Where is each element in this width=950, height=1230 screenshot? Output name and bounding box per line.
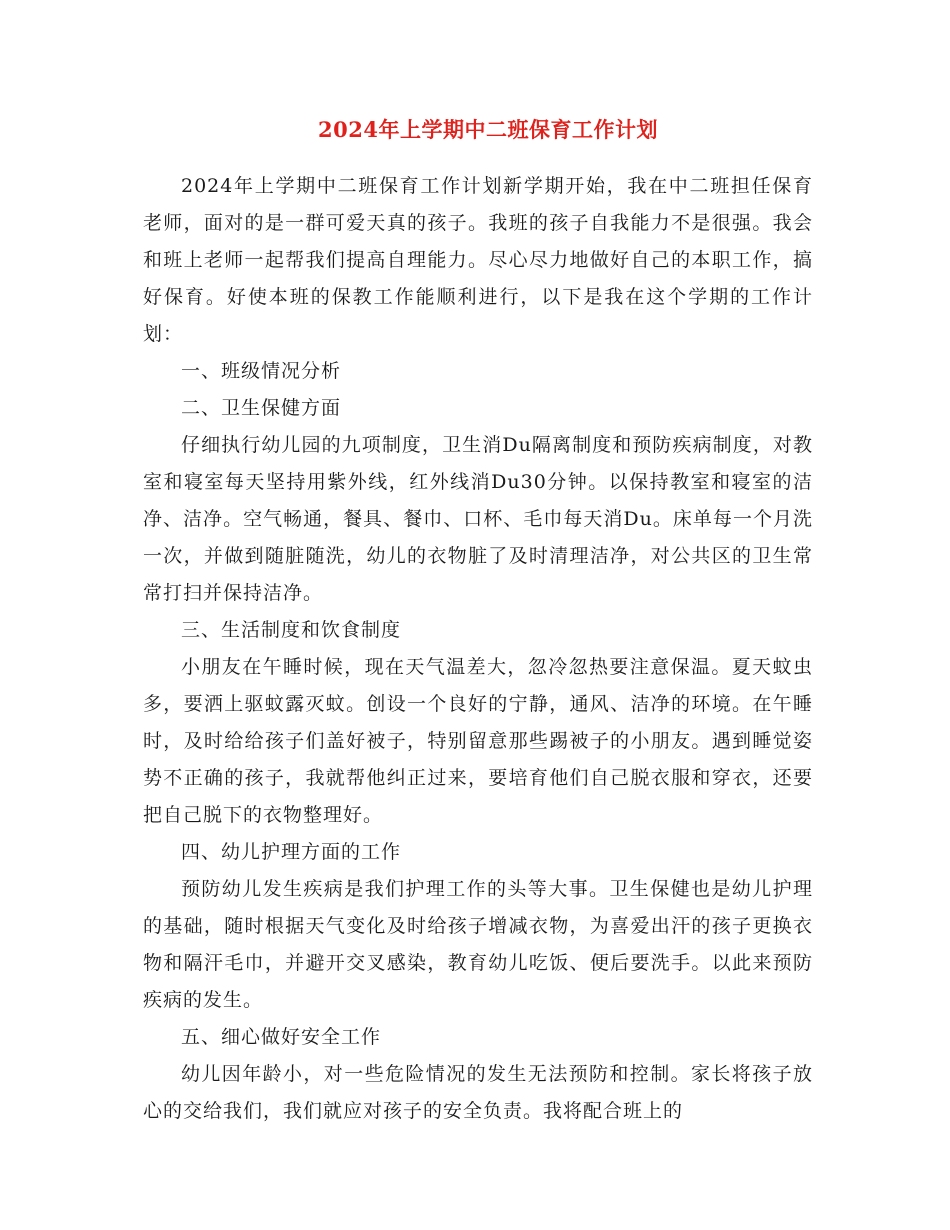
section-heading-safety: 五、细心做好安全工作 <box>181 1026 382 1048</box>
hygiene-paragraph: 仔细执行幼儿园的九项制度，卫生消Du隔离制度和预防疾病制度，对教室和寝室每天坚持用紫外线，红外线消Du30分钟。以保持教室和寝室的洁净、洁净。空气畅通，餐具、餐巾、口杯、毛巾每天消Du。床单每一个月洗一次，并做到随脏随洗，幼儿的衣物脏了及时清理洁净，对公共区的卫生常常打扫并保持洁净。 <box>143 434 813 604</box>
child-care-paragraph: 预防幼儿发生疾病是我们护理工作的头等大事。卫生保健也是幼儿护理的基础，随时根据天气变化及时给孩子增减衣物，为喜爱出汗的孩子更换衣物和隔汗毛巾，并避开交叉感染，教育幼儿吃饭、便后要洗手。以此来预防疾病的发生。 <box>143 878 813 1011</box>
section-heading-daily-routine: 三、生活制度和饮食制度 <box>181 619 402 641</box>
section-heading-hygiene: 二、卫生保健方面 <box>181 397 342 419</box>
document-body <box>143 168 813 1130</box>
daily-routine-paragraph: 小朋友在午睡时候，现在天气温差大，忽冷忽热要注意保温。夏天蚊虫多，要洒上驱蚊露灭蚊。创设一个良好的宁静，通风、洁净的环境。在午睡时，及时给给孩子们盖好被子，特别留意那些踢被子的小朋友。遇到睡觉姿势不正确的孩子，我就帮他纠正过来，要培育他们自己脱衣服和穿衣，还要把自己脱下的衣物整理好。 <box>143 656 813 826</box>
intro-paragraph: 2024年上学期中二班保育工作计划新学期开始，我在中二班担任保育老师，面对的是一群可爱天真的孩子。我班的孩子自我能力不是很强。我会和班上老师一起帮我们提高自理能力。尽心尽力地做好自己的本职工作，搞好保育。好使本班的保教工作能顺利进行，以下是我在这个学期的工作计划： <box>143 175 813 345</box>
section-heading-class-analysis: 一、班级情况分析 <box>181 360 342 382</box>
document-title: 2024年上学期中二班保育工作计划 <box>318 117 658 142</box>
document-page <box>143 108 813 1130</box>
section-heading-child-care: 四、幼儿护理方面的工作 <box>181 841 402 863</box>
safety-paragraph: 幼儿因年龄小，对一些危险情况的发生无法预防和控制。家长将孩子放心的交给我们，我们就应对孩子的安全负责。我将配合班上的 <box>143 1063 813 1122</box>
